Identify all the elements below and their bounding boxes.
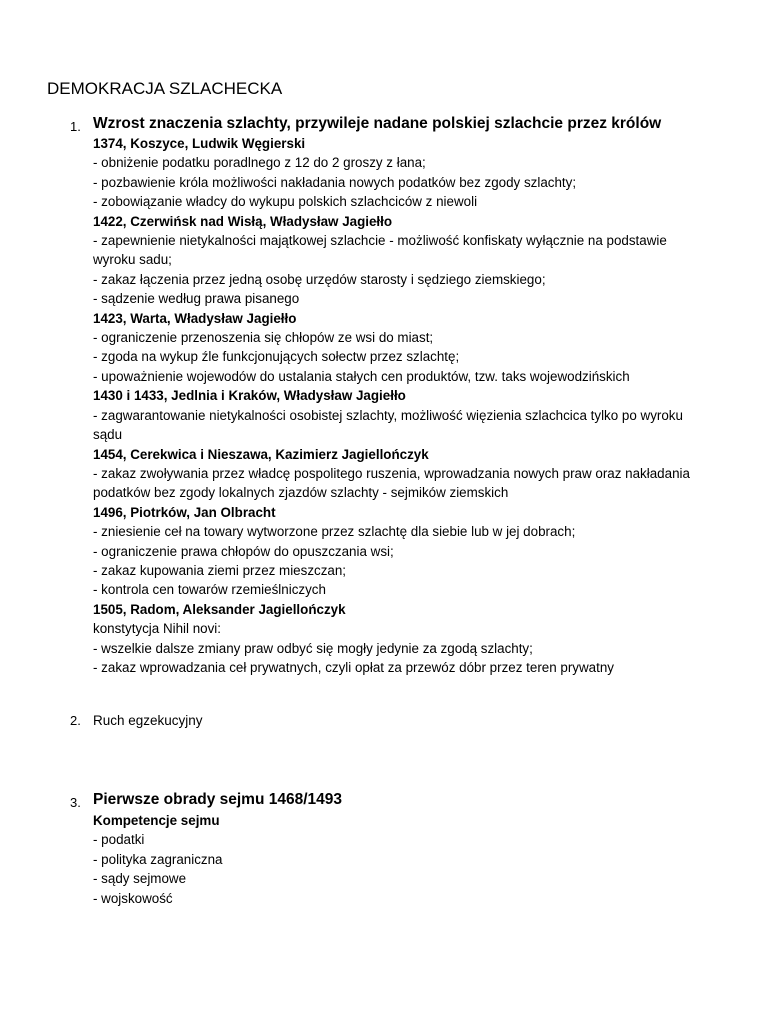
privilege-heading: 1496, Piotrków, Jan Olbracht xyxy=(93,504,276,520)
section-number: 2. xyxy=(70,713,81,728)
text-line: - wojskowość xyxy=(93,890,173,906)
text-line: podatków bez zgody lokalnych zjazdów szlachty - sejmików ziemskich xyxy=(93,485,509,501)
privilege-heading: 1374, Koszyce, Ludwik Węgierski xyxy=(93,136,306,151)
privilege-heading: Kompetencje sejmu xyxy=(93,813,220,828)
text-line: - pozbawienie króla możliwości nakładania nowych podatków bez zgody szlachty; xyxy=(93,174,577,190)
text-line: - zakaz kupowania ziemi przez mieszczan; xyxy=(93,562,347,578)
privilege-heading: 1430 i 1433, Jedlnia i Kraków, Władysław Jagiełło xyxy=(93,388,406,404)
privilege-heading: 1422, Czerwińsk nad Wisłą, Władysław Jagiełło xyxy=(93,213,393,229)
text-line: - zniesienie ceł na towary wytworzone przez szlachtę dla siebie lub w jej dobrach; xyxy=(93,524,576,540)
text-line: - podatki xyxy=(93,832,145,848)
section-body xyxy=(93,134,733,677)
privilege-heading: 1505, Radom, Aleksander Jagiellończyk xyxy=(93,601,346,617)
privilege-heading: 1454, Cerekwica i Nieszawa, Kazimierz Jagiellończyk xyxy=(93,446,429,462)
section-body xyxy=(93,811,733,908)
text-line: - zakaz zwoływania przez władcę pospolitego ruszenia, wprowadzania nowych praw oraz nakładania xyxy=(93,465,690,481)
section-heading: Ruch egzekucyjny xyxy=(93,713,203,728)
text-line: - polityka zagraniczna xyxy=(93,851,223,867)
section-heading: Wzrost znaczenia szlachty, przywileje nadane polskiej szlachcie przez królów xyxy=(93,115,662,132)
text-line: - kontrola cen towarów rzemieślniczych xyxy=(93,582,326,598)
text-line: konstytycja Nihil novi: xyxy=(93,621,222,637)
text-line: - zobowiązanie władcy do wykupu polskich szlachciców z niewoli xyxy=(93,194,478,210)
text-line: - ograniczenie przenoszenia się chłopów ze wsi do miast; xyxy=(93,330,434,346)
document-title: DEMOKRACJA SZLACHECKA xyxy=(47,79,283,98)
section-heading: Pierwsze obrady sejmu 1468/1493 xyxy=(93,791,343,808)
text-line: - ograniczenie prawa chłopów do opuszczania wsi; xyxy=(93,543,394,559)
text-line: - zakaz łączenia przez jedną osobę urzędów starosty i sędziego ziemskiego; xyxy=(93,271,546,287)
section-number: 3. xyxy=(70,795,81,810)
text-line: - zagwarantowanie nietykalności osobistej szlachty, możliwość więzienia szlachcica tylko po wyroku xyxy=(93,407,683,423)
section-number: 1. xyxy=(70,119,81,134)
text-line: sądu xyxy=(93,427,123,443)
text-line: - wszelkie dalsze zmiany praw odbyć się mogły jedynie za zgodą szlachty; xyxy=(93,640,533,656)
text-line: - zgoda na wykup źle funkcjonujących sołectw przez szlachtę; xyxy=(93,349,460,365)
text-line: - zapewnienie nietykalności majątkowej szlachcie - możliwość konfiskaty wyłącznie na podstawie xyxy=(93,233,667,249)
text-line: - sądzenie według prawa pisanego xyxy=(93,291,300,307)
text-line: wyroku sadu; xyxy=(93,252,172,268)
privilege-heading: 1423, Warta, Władysław Jagiełło xyxy=(93,310,297,326)
text-line: - zakaz wprowadzania ceł prywatnych, czyli opłat za przewóz dóbr przez teren prywatny xyxy=(93,659,614,675)
text-line: - obniżenie podatku poradlnego z 12 do 2 groszy z łana; xyxy=(93,155,426,171)
text-line: - sądy sejmowe xyxy=(93,871,187,887)
text-line: - upoważnienie wojewodów do ustalania stałych cen produktów, tzw. taks wojewodzińskich xyxy=(93,368,630,384)
